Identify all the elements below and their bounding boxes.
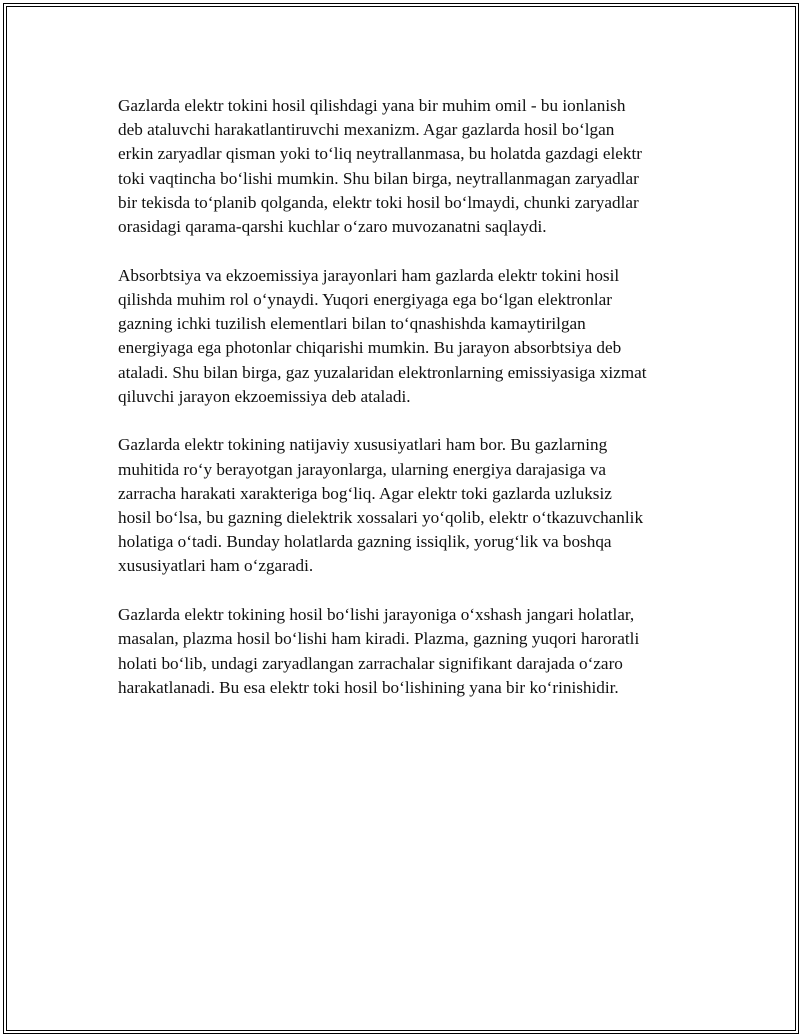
paragraph-plasma <box>118 603 696 700</box>
paragraph-line: zarracha harakati xarakteriga bog‘liq. Agar elektr toki gazlarda uzluksiz <box>118 483 612 503</box>
paragraph-line: energiyaga ega photonlar chiqarishi mumkin. Bu jarayon absorbtsiya deb <box>118 338 622 358</box>
paragraph-line: deb ataluvchi harakatlantiruvchi mexanizm. Agar gazlarda hosil bo‘lgan <box>118 120 615 140</box>
paragraph-line: orasidagi qarama-qarshi kuchlar o‘zaro muvozanatni saqlaydi. <box>118 217 547 237</box>
paragraph-line: harakatlanadi. Bu esa elektr toki hosil bo‘lishining yana bir ko‘rinishidir. <box>118 677 619 697</box>
paragraph-line: ataladi. Shu bilan birga, gaz yuzalaridan elektronlarning emissiyasiga xizmat <box>118 362 647 382</box>
paragraph-ionization <box>118 94 696 239</box>
paragraph-line: holatiga o‘tadi. Bunday holatlarda gazning issiqlik, yorug‘lik va boshqa <box>118 532 612 552</box>
paragraph-line: Absorbtsiya va ekzoemissiya jarayonlari ham gazlarda elektr tokini hosil <box>118 265 620 285</box>
paragraph-properties <box>118 433 696 578</box>
paragraph-line: toki vaqtincha bo‘lishi mumkin. Shu bilan birga, neytrallanmagan zaryadlar <box>118 168 639 188</box>
paragraph-line: bir tekisda to‘planib qolganda, elektr toki hosil bo‘lmaydi, chunki zaryadlar <box>118 192 639 212</box>
paragraph-line: erkin zaryadlar qisman yoki to‘liq neytrallanmasa, bu holatda gazdagi elektr <box>118 144 643 164</box>
paragraph-line: xususiyatlari ham o‘zgaradi. <box>118 556 314 576</box>
paragraph-line: qilishda muhim rol o‘ynaydi. Yuqori energiyaga ega bo‘lgan elektronlar <box>118 289 613 309</box>
paragraph-line: holati bo‘lib, undagi zaryadlangan zarrachalar signifikant darajada o‘zaro <box>118 653 623 673</box>
paragraph-line: Gazlarda elektr tokining hosil bo‘lishi jarayoniga o‘xshash jangari holatlar, <box>118 605 635 625</box>
paragraph-line: Gazlarda elektr tokini hosil qilishdagi yana bir muhim omil - bu ionlanish <box>118 96 626 115</box>
paragraph-line: Gazlarda elektr tokining natijaviy xususiyatlari ham bor. Bu gazlarning <box>118 435 608 455</box>
document-body <box>118 94 696 724</box>
paragraph-line: muhitida ro‘y berayotgan jarayonlarga, ularning energiya darajasiga va <box>118 459 607 479</box>
paragraph-line: hosil bo‘lsa, bu gazning dielektrik xossalari yo‘qolib, elektr o‘tkazuvchanlik <box>118 508 644 528</box>
paragraph-line: gazning ichki tuzilish elementlari bilan to‘qnashishda kamaytirilgan <box>118 314 586 334</box>
paragraph-absorption <box>118 264 696 409</box>
paragraph-line: qiluvchi jarayon ekzoemissiya deb ataladi. <box>118 386 411 406</box>
paragraph-line: masalan, plazma hosil bo‘lishi ham kiradi. Plazma, gazning yuqori haroratli <box>118 629 640 649</box>
